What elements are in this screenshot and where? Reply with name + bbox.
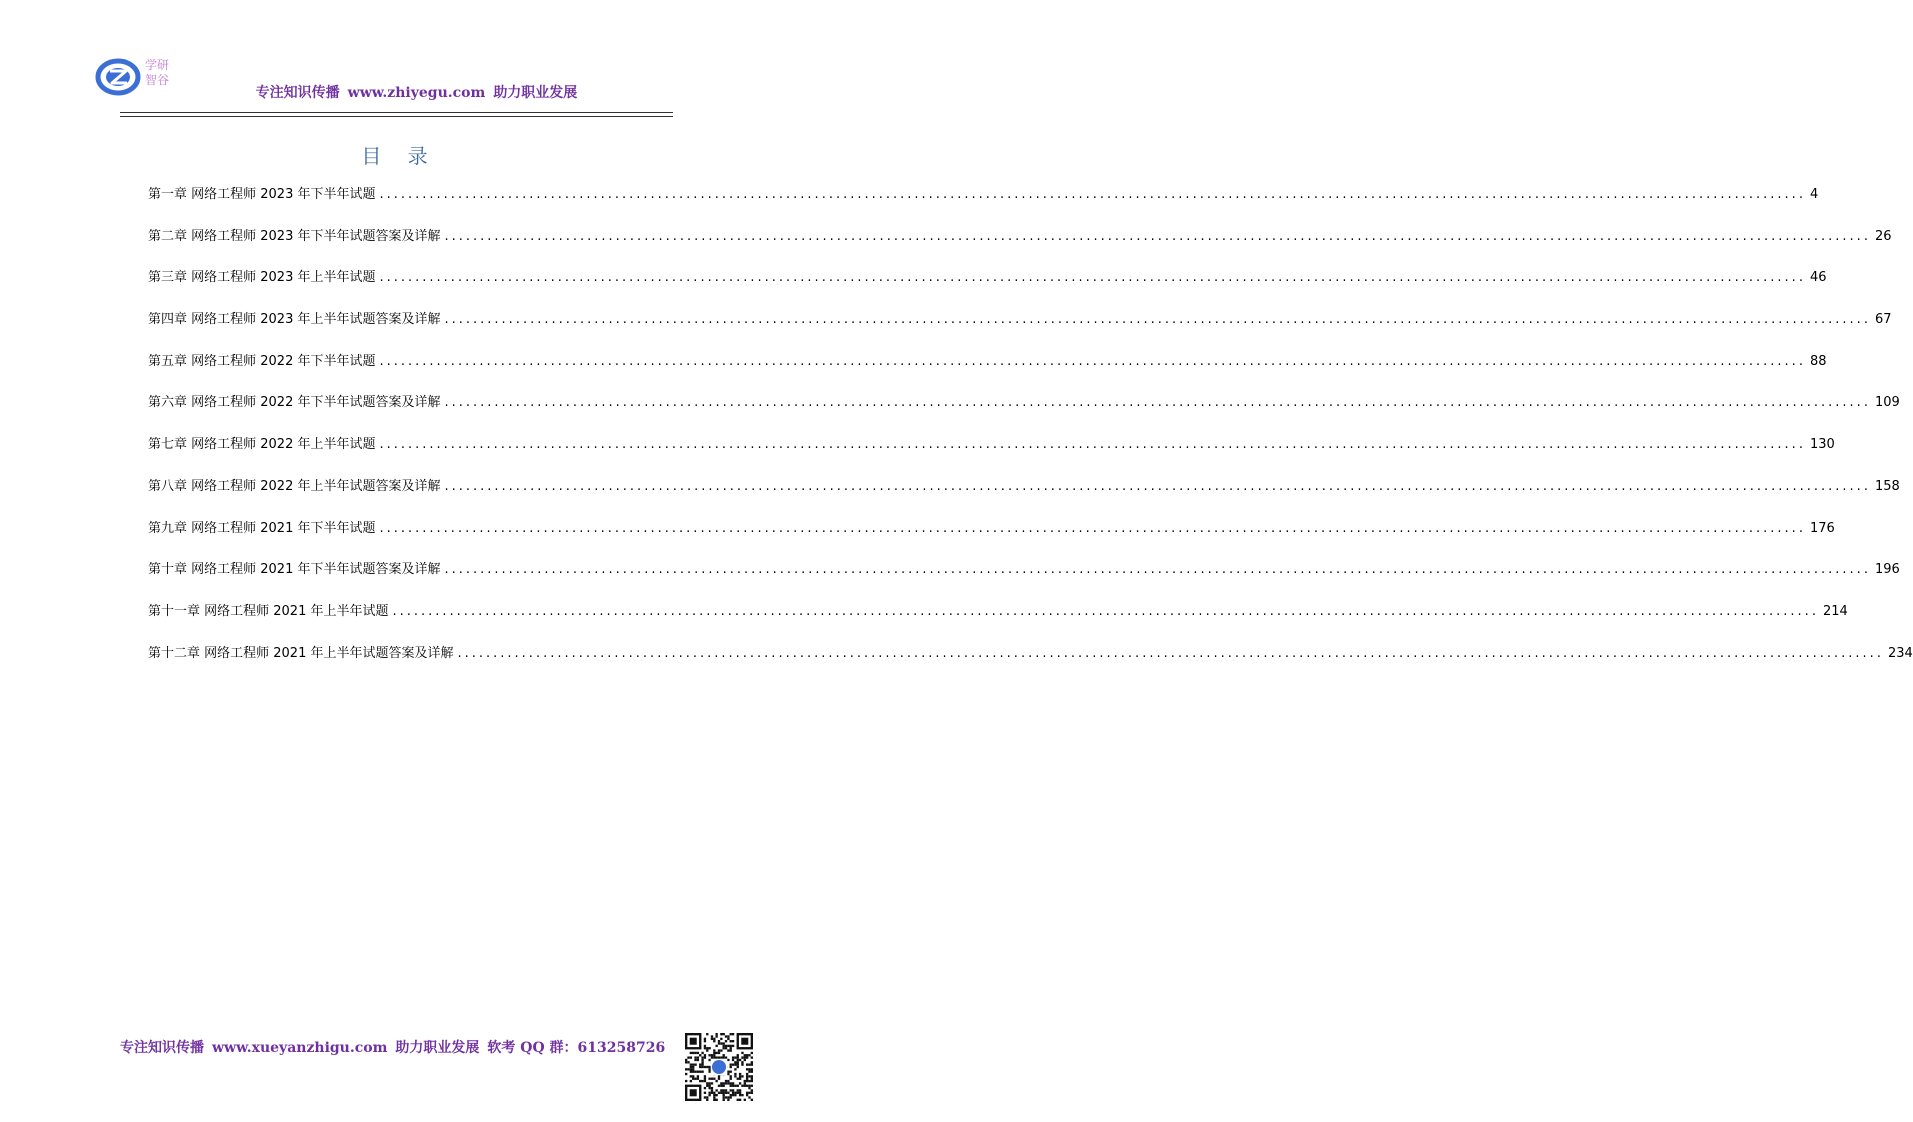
toc-leader-dots: ........................................................................................................................................................................................................ [392, 603, 1819, 619]
toc-entry-page: 130 [1809, 437, 1835, 453]
logo-text-top: 学研 [145, 58, 170, 72]
footer-url-link[interactable]: www.xueyanzhigu.com [212, 1040, 388, 1056]
toc-leader-dots: ........................................................................................................................................................................................................ [444, 562, 1871, 578]
toc-entry[interactable] [148, 433, 1835, 475]
toc-entry-label: 第六章 网络工程师 2022 年下半年试题答案及详解 [148, 395, 441, 411]
toc-entry-page: 26 [1874, 228, 1892, 244]
toc-leader-dots: ........................................................................................................................................................................................................ [379, 437, 1806, 453]
toc-entry-page: 4 [1809, 187, 1819, 202]
toc-entry-page: 67 [1874, 312, 1892, 328]
toc-entry-page: 158 [1874, 478, 1900, 494]
toc-entry-page: 176 [1809, 520, 1835, 536]
toc-entry[interactable] [148, 558, 1900, 600]
toc-leader-dots: ........................................................................................................................................................................................................ [444, 478, 1871, 494]
toc-entry[interactable] [148, 475, 1900, 517]
toc-entry[interactable] [148, 266, 1827, 308]
toc-entry-label: 第一章 网络工程师 2023 年下半年试题 [148, 187, 376, 202]
toc-entry-page: 234 [1887, 645, 1913, 661]
toc-entry[interactable] [148, 600, 1848, 642]
toc-entry-label: 第七章 网络工程师 2022 年上半年试题 [148, 437, 376, 453]
header-url-link[interactable]: www.zhiyegu.com [347, 85, 486, 101]
toc-entry[interactable] [148, 350, 1827, 392]
toc-leader-dots: ........................................................................................................................................................................................................ [444, 395, 1871, 411]
page-footer [120, 1037, 673, 1057]
toc-entry[interactable] [148, 642, 1913, 684]
footer-slogan-right: 助力职业发展 [395, 1040, 480, 1056]
header-divider [120, 112, 673, 113]
toc-entry-page: 46 [1809, 270, 1827, 286]
toc-entry-page: 196 [1874, 562, 1900, 578]
table-of-contents [148, 183, 1913, 683]
toc-entry-label: 第八章 网络工程师 2022 年上半年试题答案及详解 [148, 478, 441, 494]
toc-leader-dots: ........................................................................................................................................................................................................ [379, 353, 1806, 369]
toc-entry-label: 第五章 网络工程师 2022 年下半年试题 [148, 353, 376, 369]
toc-entry-label: 第十章 网络工程师 2021 年下半年试题答案及详解 [148, 562, 441, 578]
footer-slogan-left: 专注知识传播 [120, 1040, 204, 1056]
toc-entry[interactable] [148, 391, 1900, 433]
toc-entry-page: 109 [1874, 395, 1900, 411]
header-slogan-left: 专注知识传播 [255, 85, 340, 101]
toc-entry-label: 第九章 网络工程师 2021 年下半年试题 [148, 520, 376, 536]
toc-entry[interactable] [148, 517, 1835, 559]
qr-code-icon [685, 1033, 753, 1101]
toc-entry-label: 第二章 网络工程师 2023 年下半年试题答案及详解 [148, 228, 441, 244]
toc-entry-label: 第三章 网络工程师 2023 年上半年试题 [148, 270, 376, 286]
toc-entry-page: 88 [1809, 353, 1827, 369]
toc-leader-dots: ........................................................................................................................................................................................................ [379, 270, 1806, 286]
toc-leader-dots: ........................................................................................................................................................................................................ [444, 312, 1871, 328]
toc-entry[interactable] [148, 183, 1819, 225]
toc-leader-dots: ........................................................................................................................................................................................................ [379, 520, 1806, 536]
toc-entry[interactable] [148, 225, 1892, 267]
toc-entry-page: 214 [1822, 603, 1848, 619]
toc-entry-label: 第四章 网络工程师 2023 年上半年试题答案及详解 [148, 312, 441, 328]
toc-entry[interactable] [148, 308, 1892, 350]
header-slogan-right: 助力职业发展 [493, 85, 578, 101]
toc-entry-label: 第十一章 网络工程师 2021 年上半年试题 [148, 603, 389, 619]
toc-title: 目 录 [361, 144, 438, 168]
page-header [0, 82, 793, 102]
header-divider-thin [120, 116, 673, 117]
toc-leader-dots: ........................................................................................................................................................................................................ [457, 645, 1884, 661]
footer-qq-group: 软考 QQ 群：613258726 [487, 1040, 666, 1056]
toc-entry-label: 第十二章 网络工程师 2021 年上半年试题答案及详解 [148, 645, 454, 661]
toc-leader-dots: ........................................................................................................................................................................................................ [444, 228, 1871, 244]
logo-text-bottom: 智谷 [145, 73, 170, 87]
toc-leader-dots: ........................................................................................................................................................................................................ [379, 187, 1806, 202]
